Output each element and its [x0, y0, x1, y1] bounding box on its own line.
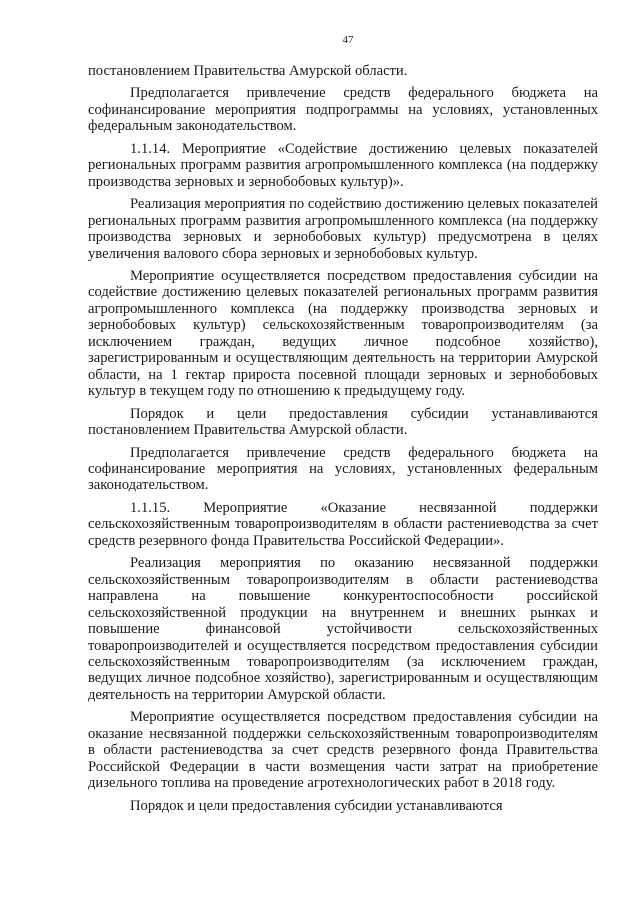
paragraph: Предполагается привлечение средств федерального бюджета на софинансирование мероприятия на условиях, установленных федеральным законодательством.	[88, 444, 598, 494]
paragraph: Порядок и цели предоставления субсидии устанавливаются постановлением Правительства Амурской области.	[88, 405, 598, 439]
paragraph: 1.1.14. Мероприятие «Содействие достижению целевых показателей региональных программ развития агропромышленного комплекса (на поддержку производства зерновых и зернобобовых культур)».	[88, 140, 598, 190]
document-body	[88, 63, 598, 814]
paragraph: постановлением Правительства Амурской области.	[88, 63, 408, 79]
paragraph: Реализация мероприятия по содействию достижению целевых показателей региональных программ развития агропромышленного комплекса (на поддержку производства зерновых и зернобобовых культур) предусмотрена в целях увеличения валового сбора зерновых и зернобобовых культур.	[88, 196, 598, 262]
paragraph: Предполагается привлечение средств федерального бюджета на софинансирование мероприятия подпрограммы на условиях, установленных федеральным законодательством.	[88, 85, 598, 135]
paragraph: 1.1.15. Мероприятие «Оказание несвязанной поддержки сельскохозяйственным товаропроизводителям в области растениеводства за счет средств резервного фонда Правительства Российской Федерации».	[88, 499, 598, 549]
page-number: 47	[342, 34, 354, 46]
paragraph: Мероприятие осуществляется посредством предоставления субсидии на оказание несвязанной поддержки сельскохозяйственным товаропроизводителям в области растениеводства за счет средств резервного фонда Правительства Российской Федерации в части возмещения части затрат на приобретение дизельного топлива на проведение агротехнологических работ в 2018 году.	[88, 709, 598, 792]
paragraph: Мероприятие осуществляется посредством предоставления субсидии на содействие достижению целевых показателей региональных программ развития агропромышленного комплекса (на поддержку производства зерновых и зернобобовых культур) сельскохозяйственным товаропроизводителям (за исключением граждан, ведущих личное подсобное хозяйство), зарегистрированным и осуществляющим деятельность на территории Амурской области, на 1 гектар прироста посевной площади зерновых и зернобобовых культур в текущем году по отношению к предыдущему году.	[88, 267, 598, 400]
paragraph: Реализация мероприятия по оказанию несвязанной поддержки сельскохозяйственным товаропроизводителям в области растениеводства направлена на повышение конкурентоспособности российской сельскохозяйственной продукции на внутреннем и внешних рынках и повышение финансовой устойчивости сельскохозяйственных товаропроизводителей и осуществляется посредством предоставления субсидии сельскохозяйственным товаропроизводителям (за исключением граждан, ведущих личное подсобное хозяйство), зарегистрированным и осуществляющим деятельность на территории Амурской области.	[88, 555, 598, 703]
paragraph: Порядок и цели предоставления субсидии устанавливаются	[130, 797, 503, 814]
